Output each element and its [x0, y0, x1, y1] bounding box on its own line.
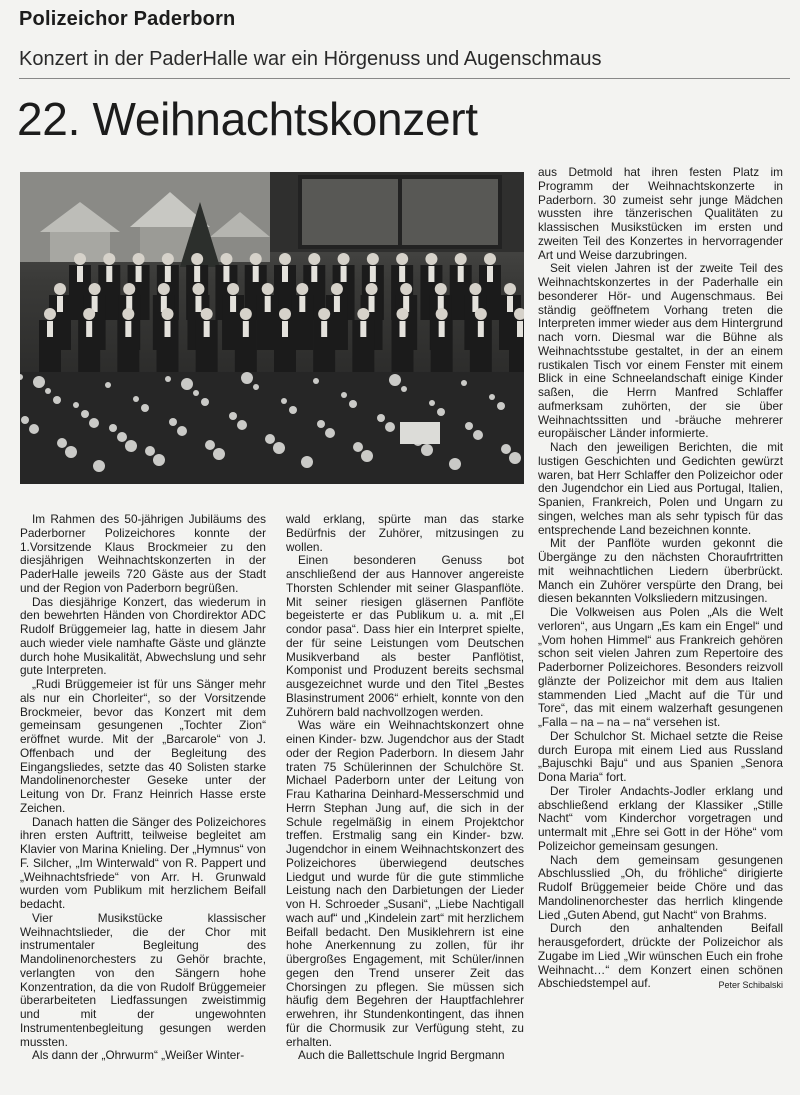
paragraph: Einen besonderen Genuss bot anschließend der aus Hannover angereiste Thorsten Schlender mit seiner Glaspanflöte. Mit seiner riesigen gläsernen Panflöte begeisterte er das Publikum u. a. mit „El condor pasa“. Dass hier ein Interpret spielte, der für seine Leistungen vom Deutschen Musikverband als bester Panflötist, Komponist und Produzent bereits sechsmal ausgezeichnet wurde und den Titel „Bestes Blasinstrument 2006“ erhielt, konnte von den Zuhörern bald nachvollzogen werden. — [286, 553, 524, 719]
article-column-2 — [286, 513, 524, 1063]
paragraph: Das diesjährige Konzert, das wiederum in den bewehrten Händen von Chordirektor ADC Rudolf Brüggemeier lag, hatte in diesem Jahr auch wieder viele namhafte Gäste und glänzte durch hohe Musikalität, Abwechslung und sehr gute Interpreten. — [20, 594, 266, 678]
article-column-1 — [20, 513, 266, 1063]
paragraph: Vier Musikstücke klassischer Weihnachtslieder, die der Chor mit instrumentaler Begleitung des Mandolinenorchesters zu Gehör brachte, verlangten von den Sängern hohe Konzentration, da die von Rudolf Brüggemeier überarbeiteten Liedfassungen zweistimmig und mit der ungewohnten Instrumentenbegleitung gesungen werden mussten. — [20, 910, 266, 1049]
section-kicker: Polizeichor Paderborn — [19, 8, 236, 30]
paragraph: Auch die Ballettschule Ingrid Bergmann — [298, 1048, 505, 1063]
article-column-3 — [538, 166, 783, 993]
choir-photo — [20, 172, 524, 484]
paragraph: Nach dem gemeinsam gesungenen Abschlusslied „Oh, du fröhliche“ dirigierte Rudolf Brüggemeier beide Chöre und das Mandolinenorchester das herrlich klingende Lied „Guten Abend, gut Nacht“ von Brahms. — [538, 852, 783, 922]
divider — [19, 78, 790, 79]
paragraph: aus Detmold hat ihren festen Platz im Programm der Weihnachtskonzerte in Paderborn. 30 zumeist sehr junge Mädchen wussten ihre tänzerischen Qualitäten zu klassischen Musikstücken im ersten und zweiten Teil des Konzertes in hervorragender Art und Weise darzubringen. — [538, 165, 783, 262]
paragraph: Der Schulchor St. Michael setzte die Reise durch Europa mit einem Lied aus Russland „Bajuschki Baju“ und aus Spanien „Senora Dona Maria“ fort. — [538, 728, 783, 784]
paragraph: Seit vielen Jahren ist der zweite Teil des Weihnachtskonzertes in der Paderhalle ein besonderer Hör- und Augenschmaus. Bei ständig geöffnetem Vorhang treten die Interpreten immer wieder aus dem Hintergrund nach vorn. Diesmal war die Bühne als Weihnachtsstube gestaltet, in der an einem rustikalen Tisch vor einem Fenster mit einem Blick in eine Schneelandschaft einige Kinder saßen, die Herrn Manfred Schlaffer aufmerksam zuhörten, der sie über Weihnachtssitten und -bräuche mehrerer europäischer Länder informierte. — [538, 261, 783, 441]
article-headline: 22. Weihnachtskonzert — [17, 93, 478, 145]
article-subheadline: Konzert in der PaderHalle war ein Hörgenuss und Augenschmaus — [19, 48, 602, 70]
paragraph: Nach den jeweiligen Berichten, die mit lustigen Geschichten und Gedichten gewürzt waren, bat Herr Schlaffer den Polizeichor oder den Jugendchor ein Lied aus Portugal, Italien, Spanien, Frankreich, Polen und Ungarn zu singen, welches man als sehr typisch für das entsprechende Land bezeichnen konnte. — [538, 440, 783, 537]
paragraph: Die Volkweisen aus Polen „Als die Welt verloren“, aus Ungarn „Es kam ein Engel“ und „Vom hohen Himmel“ aus Frankreich gehören schon seit vielen Jahren zum Repertoire des Paderborner Polizeichores. Besonders reizvoll glänzte der Polizeichor mit dem aus Italien stammenden Lied „Macht auf die Tür und Tore“, das mit einem walzerhaft gesungenen „Falla – na – na – na“ versehen ist. — [538, 605, 783, 729]
paragraph: Was wäre ein Weihnachtskonzert ohne einen Kinder- bzw. Jugendchor aus der Stadt oder der Region Paderborn. In diesem Jahr traten 75 Schülerinnen der Schulchöre St. Michael Paderborn unter der Leitung von Frau Katharina Deinhard-Messerschmid und Herrn Stephan Jung auf, die sich in der Schule regelmäßig in einem Projektchor treffen. Erstmalig sang ein Kinder- bzw. Jugendchor in einem Weihnachtskonzert des Polizeichores überwiegend deutsches Liedgut und wurde für die gute stimmliche Leistung nach den Darbietungen der Lieder von H. Schroeder „Susani“, „Liebe Nachtigall wach auf“ und „Kindelein zart“ mit herzlichem Beifall bedacht. Den Musiklehrern ist eine hohe Anerkennung zu zollen, für ihr übergroßes Engagement, mit Schüler/innen gegen den Trend unserer Zeit das Chorsingen zu pflegen. Sie müssen sich häufig dem Begehren der Hauptfachlehrer erwehren, ihr Stundenkontingent, das ihnen für die Chormusik zur Verfügung steht, zu erhalten. — [286, 718, 524, 1049]
paragraph: „Rudi Brüggemeier ist für uns Sänger mehr als nur ein Chorleiter“, so der Vorsitzende Brockmeier, bevor das Konzert mit dem gemeinsam gesungenen „Tochter Zion“ eröffnet wurde. Mit der „Barcarole“ von J. Offenbach und der Begleitung des Eingangsliedes, setzte das 40 Solisten starke Mandolinenorchester Geseke unter der Leitung von Dr. Franz Heinrich Hasse erste Zeichen. — [20, 677, 266, 815]
paragraph: Als dann der „Ohrwurm“ „Weißer Winter- — [32, 1048, 245, 1063]
paragraph: Der Tiroler Andachts-Jodler erklang und abschließend erklang der Klassiker „Stille Nacht“ vom Kinderchor vorgetragen und untermalt mit „Ehre sei Gott in der Höhe“ vom Polizeichor gemeinsam gesungen. — [538, 783, 783, 853]
paragraph: wald erklang, spürte man das starke Bedürfnis der Zuhörer, mitzusingen zu wollen. — [286, 512, 524, 554]
paragraph: Danach hatten die Sänger des Polizeichores ihren ersten Auftritt, teilweise begleitet am Klavier von Marina Knieling. Der „Hymnus“ von F. Silcher, „Im Winterwald“ von R. Pappert und „Weihnachtsfriede“ von Arr. H. Grunwald wurden vom Publikum mit herzlichem Beifall bedacht. — [20, 814, 266, 911]
author-credit: Peter Schibalski — [718, 980, 783, 991]
paragraph: Durch den anhaltenden Beifall herausgefordert, drückte der Polizeichor als Zugabe im Lied „Wir wünschen Euch ein frohe Weihnacht…“ dem Konzert einen schönen Abschiedstempel auf. Peter Schibalski — [538, 922, 783, 991]
paragraph: Im Rahmen des 50-jährigen Jubiläums des Paderborner Polizeichores konnte der 1.Vorsitzende Klaus Brockmeier zu den diesjährigen Weihnachtskonzerten in der PaderHalle jeweils 720 Gäste aus der Stadt und der Region von Paderborn begrüßen. — [20, 512, 266, 595]
paragraph: Mit der Panflöte wurden gekonnt die Übergänge zu den nächsten Choraufrtritten mit weihnachtlichen Liedern überbrückt. Manch ein Zuhörer verspürte den Drang, bei diesen bekannten Volksliedern mitzusingen. — [538, 536, 783, 606]
